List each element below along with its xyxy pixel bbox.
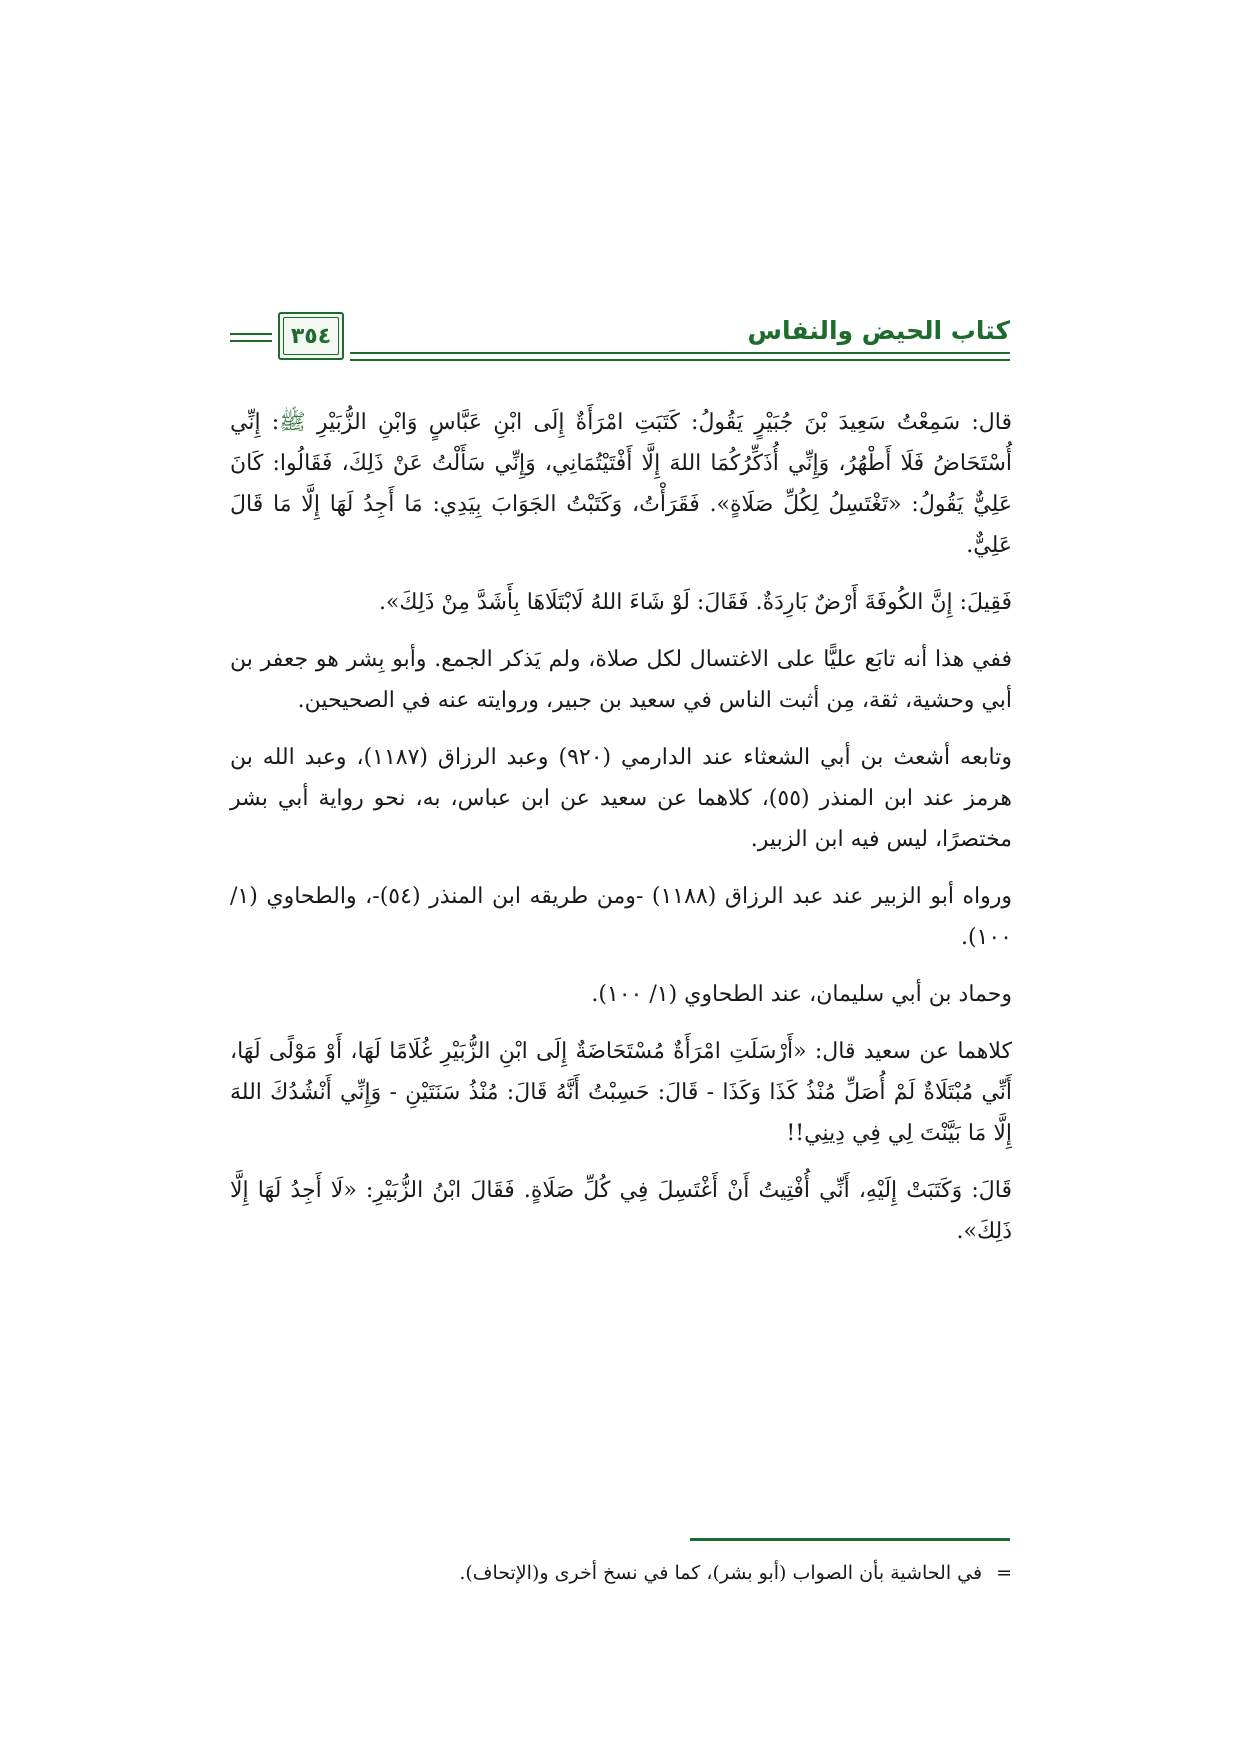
footnote-marker: = <box>996 1562 1012 1584</box>
footnote <box>230 1558 1012 1588</box>
paragraph: قَالَ: وَكَتَبَتْ إِلَيْهِ، أَنِّي أُفْتِيتُ أَنْ أَغْتَسِلَ فِي كُلِّ صَلَاةٍ. فَقَالَ ابْنُ الزُّبَيْرِ: «لَا أَجِدُ لَهَا إِلَّا ذَلِكَ». <box>230 1178 1012 1244</box>
footnote-separator <box>690 1538 1010 1541</box>
page-number-badge <box>278 312 344 360</box>
paragraph: ورواه أبو الزبير عند عبد الرزاق (١١٨٨) -ومن طريقه ابن المنذر (٥٤)-، والطحاوي (١/ ١٠٠). <box>230 884 1012 950</box>
paragraph: كلاهما عن سعيد قال: «أَرْسَلَتِ امْرَأَةٌ مُسْتَحَاضَةٌ إِلَى ابْنِ الزُّبَيْرِ غُلَامًا لَهَا، أَوْ مَوْلًى لَهَا، أَنِّي مُبْتَلَاةٌ لَمْ أُصَلِّ مُنْذُ كَذَا وَكَذَا - قَالَ: حَسِبْتُ أَنَّهُ قَالَ: مُنْذُ سَنَتَيْنِ - وَإِنِّي أَنْشُدُكَ اللهَ إِلَّا مَا بَيَّنْتَ لِي فِي دِينِي!! <box>230 1039 1012 1146</box>
book-title: كتاب الحيض والنفاس <box>747 316 1010 345</box>
header-rule <box>230 340 272 342</box>
paragraph: ففي هذا أنه تابَع عليًّا على الاغتسال لكل صلاة، ولم يَذكر الجمع. وأبو بِشر هو جعفر بن أبي وحشية، ثقة، مِن أثبت الناس في سعيد بن جبير، وروايته عنه في الصحيحين. <box>230 647 1012 713</box>
paragraph-text: : إِنِّي أُسْتَحَاضُ فَلَا أَطْهُرُ، وَإِنِّي أُذَكِّرُكُمَا اللهَ إِلَّا أَفْتَيْتُمَانِي، وَإِنِّي سَأَلْتُ عَنْ ذَلِكَ، فَقَالُوا: كَانَ عَلِيٌّ يَقُولُ: «تَغْتَسِلُ لِكُلِّ صَلَاةٍ». فَقَرَأْتُ، وَكَتَبْتُ الجَوَابَ بِيَدِي: مَا أَجِدُ لَهَا إِلَّا مَا قَالَ عَلِيٌّ. <box>230 410 1012 558</box>
paragraph <box>230 402 1012 566</box>
header-rule <box>350 352 1010 354</box>
page-header <box>230 312 1010 382</box>
paragraph: وتابعه أشعث بن أبي الشعثاء عند الدارمي (٩٢٠) وعبد الرزاق (١١٨٧)، وعبد الله بن هرمز عند ابن المنذر (٥٥)، كلاهما عن سعيد عن ابن عباس، به، نحو رواية أبي بشر مختصرًا، ليس فيه ابن الزبير. <box>230 745 1013 852</box>
honorific-symbol: ﷺ <box>279 410 306 435</box>
footnote-text: في الحاشية بأن الصواب (أبو بشر)، كما في نسخ أخرى و(الإتحاف). <box>459 1562 983 1584</box>
paragraph-text: قال: سَمِعْتُ سَعِيدَ بْنَ جُبَيْرٍ يَقُولُ: كَتَبَتِ امْرَأَةٌ إِلَى ابْنِ عَبَّاسٍ وَابْنِ الزُّبَيْرِ <box>305 410 1012 435</box>
header-rule <box>350 359 1010 361</box>
main-text <box>230 402 1012 1268</box>
paragraph: فَقِيلَ: إِنَّ الكُوفَةَ أَرْضٌ بَارِدَةٌ. فَقَالَ: لَوْ شَاءَ اللهُ لَابْتَلَاهَا بِأَشَدَّ مِنْ ذَلِكَ». <box>378 590 1012 615</box>
header-rule <box>230 333 272 335</box>
page-number: ٣٥٤ <box>290 323 332 349</box>
paragraph: وحماد بن أبي سليمان، عند الطحاوي (١/ ١٠٠). <box>591 982 1012 1007</box>
